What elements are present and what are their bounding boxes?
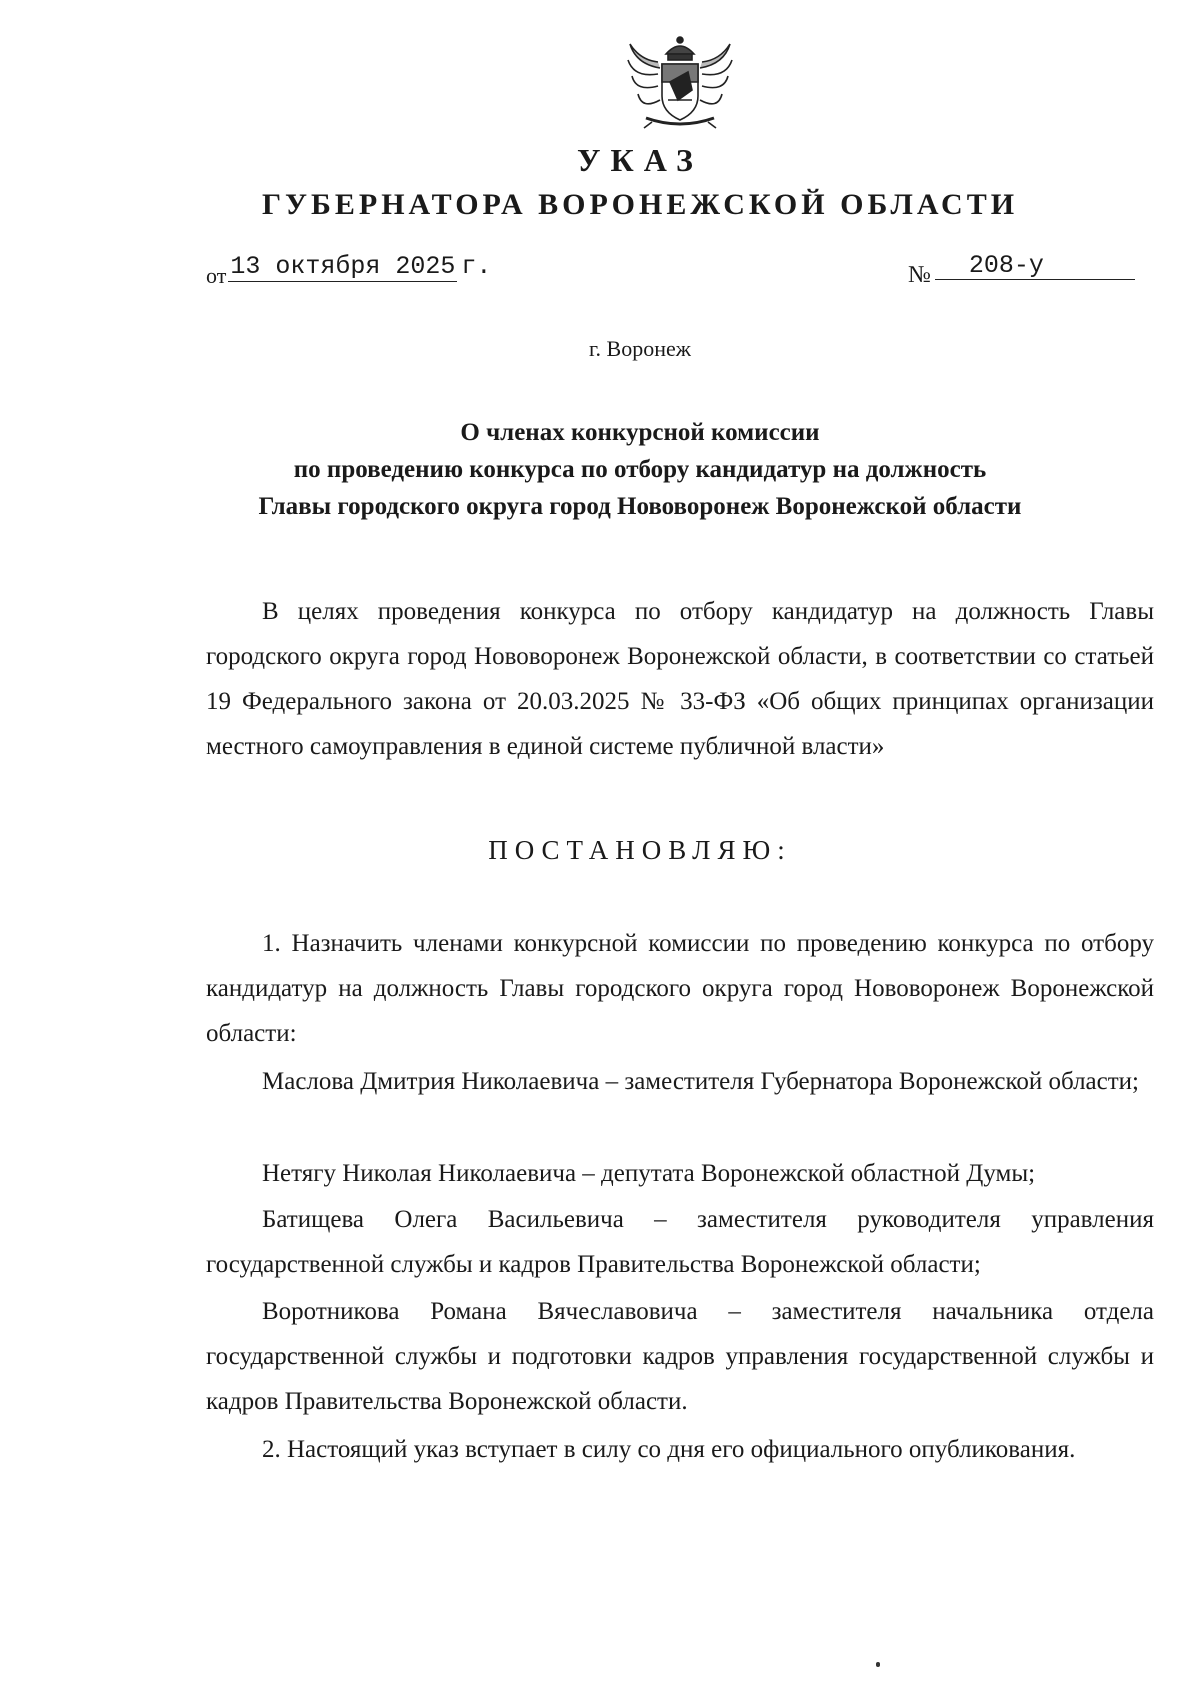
number-prefix: № [908, 262, 931, 288]
subject-heading [0, 414, 1200, 525]
number-value: 208-у [935, 253, 1135, 280]
date-suffix: г. [461, 252, 492, 281]
date-value: 13 октября 2025 [230, 252, 456, 281]
member-paragraph: Батищева Олега Васильевича – заместителя руководителя управления государственной службы и кадров Правительства Воронежской области; [206, 1206, 1154, 1278]
voronezh-coat-of-arms-icon [622, 34, 738, 130]
item-1-paragraph: 1. Назначить членами конкурсной комиссии по проведению конкурса по отбору кандидатур на должность Главы городского округа город Нововоронеж Воронежской области: [206, 930, 1154, 1047]
subject-line-1: О членах конкурсной комиссии [460, 419, 820, 446]
document-title: УКАЗ [577, 142, 703, 178]
city-label: г. Воронеж [589, 336, 691, 361]
member-paragraph: Нетягу Николая Николаевича – депутата Воронежской областной Думы; [262, 1160, 1036, 1187]
date-line [206, 252, 491, 289]
document-subtitle: ГУБЕРНАТОРА ВОРОНЕЖСКОЙ ОБЛАСТИ [261, 188, 1019, 221]
preamble-paragraph: В целях проведения конкурса по отбору кандидатур на должность Главы городского округа город Нововоронеж Воронежской области, в соответствии со статьей 19 Федерального закона от 20.03.2025 № 33-ФЗ «Об общих принципах организации местного самоуправления в единой системе публичной власти» [206, 598, 1154, 760]
number-line [908, 252, 1135, 289]
member-paragraph: Воротникова Романа Вячеславовича – заместителя начальника отдела государственной службы и подготовки кадров управления государственной службы и кадров Правительства Воронежской области. [206, 1298, 1154, 1415]
subject-line-2: по проведению конкурса по отбору кандидатур на должность [293, 456, 987, 483]
scan-dot [876, 1662, 880, 1667]
member-paragraph: Маслова Дмитрия Николаевича – заместителя Губернатора Воронежской области; [262, 1068, 1140, 1095]
decree-word: ПОСТАНОВЛЯЮ: [488, 835, 792, 865]
subject-line-3: Главы городского округа город Нововоронеж Воронежской области [258, 493, 1022, 520]
item-2-paragraph: 2. Настоящий указ вступает в силу со дня его официального опубликования. [262, 1436, 1076, 1463]
date-prefix: от [206, 263, 227, 288]
